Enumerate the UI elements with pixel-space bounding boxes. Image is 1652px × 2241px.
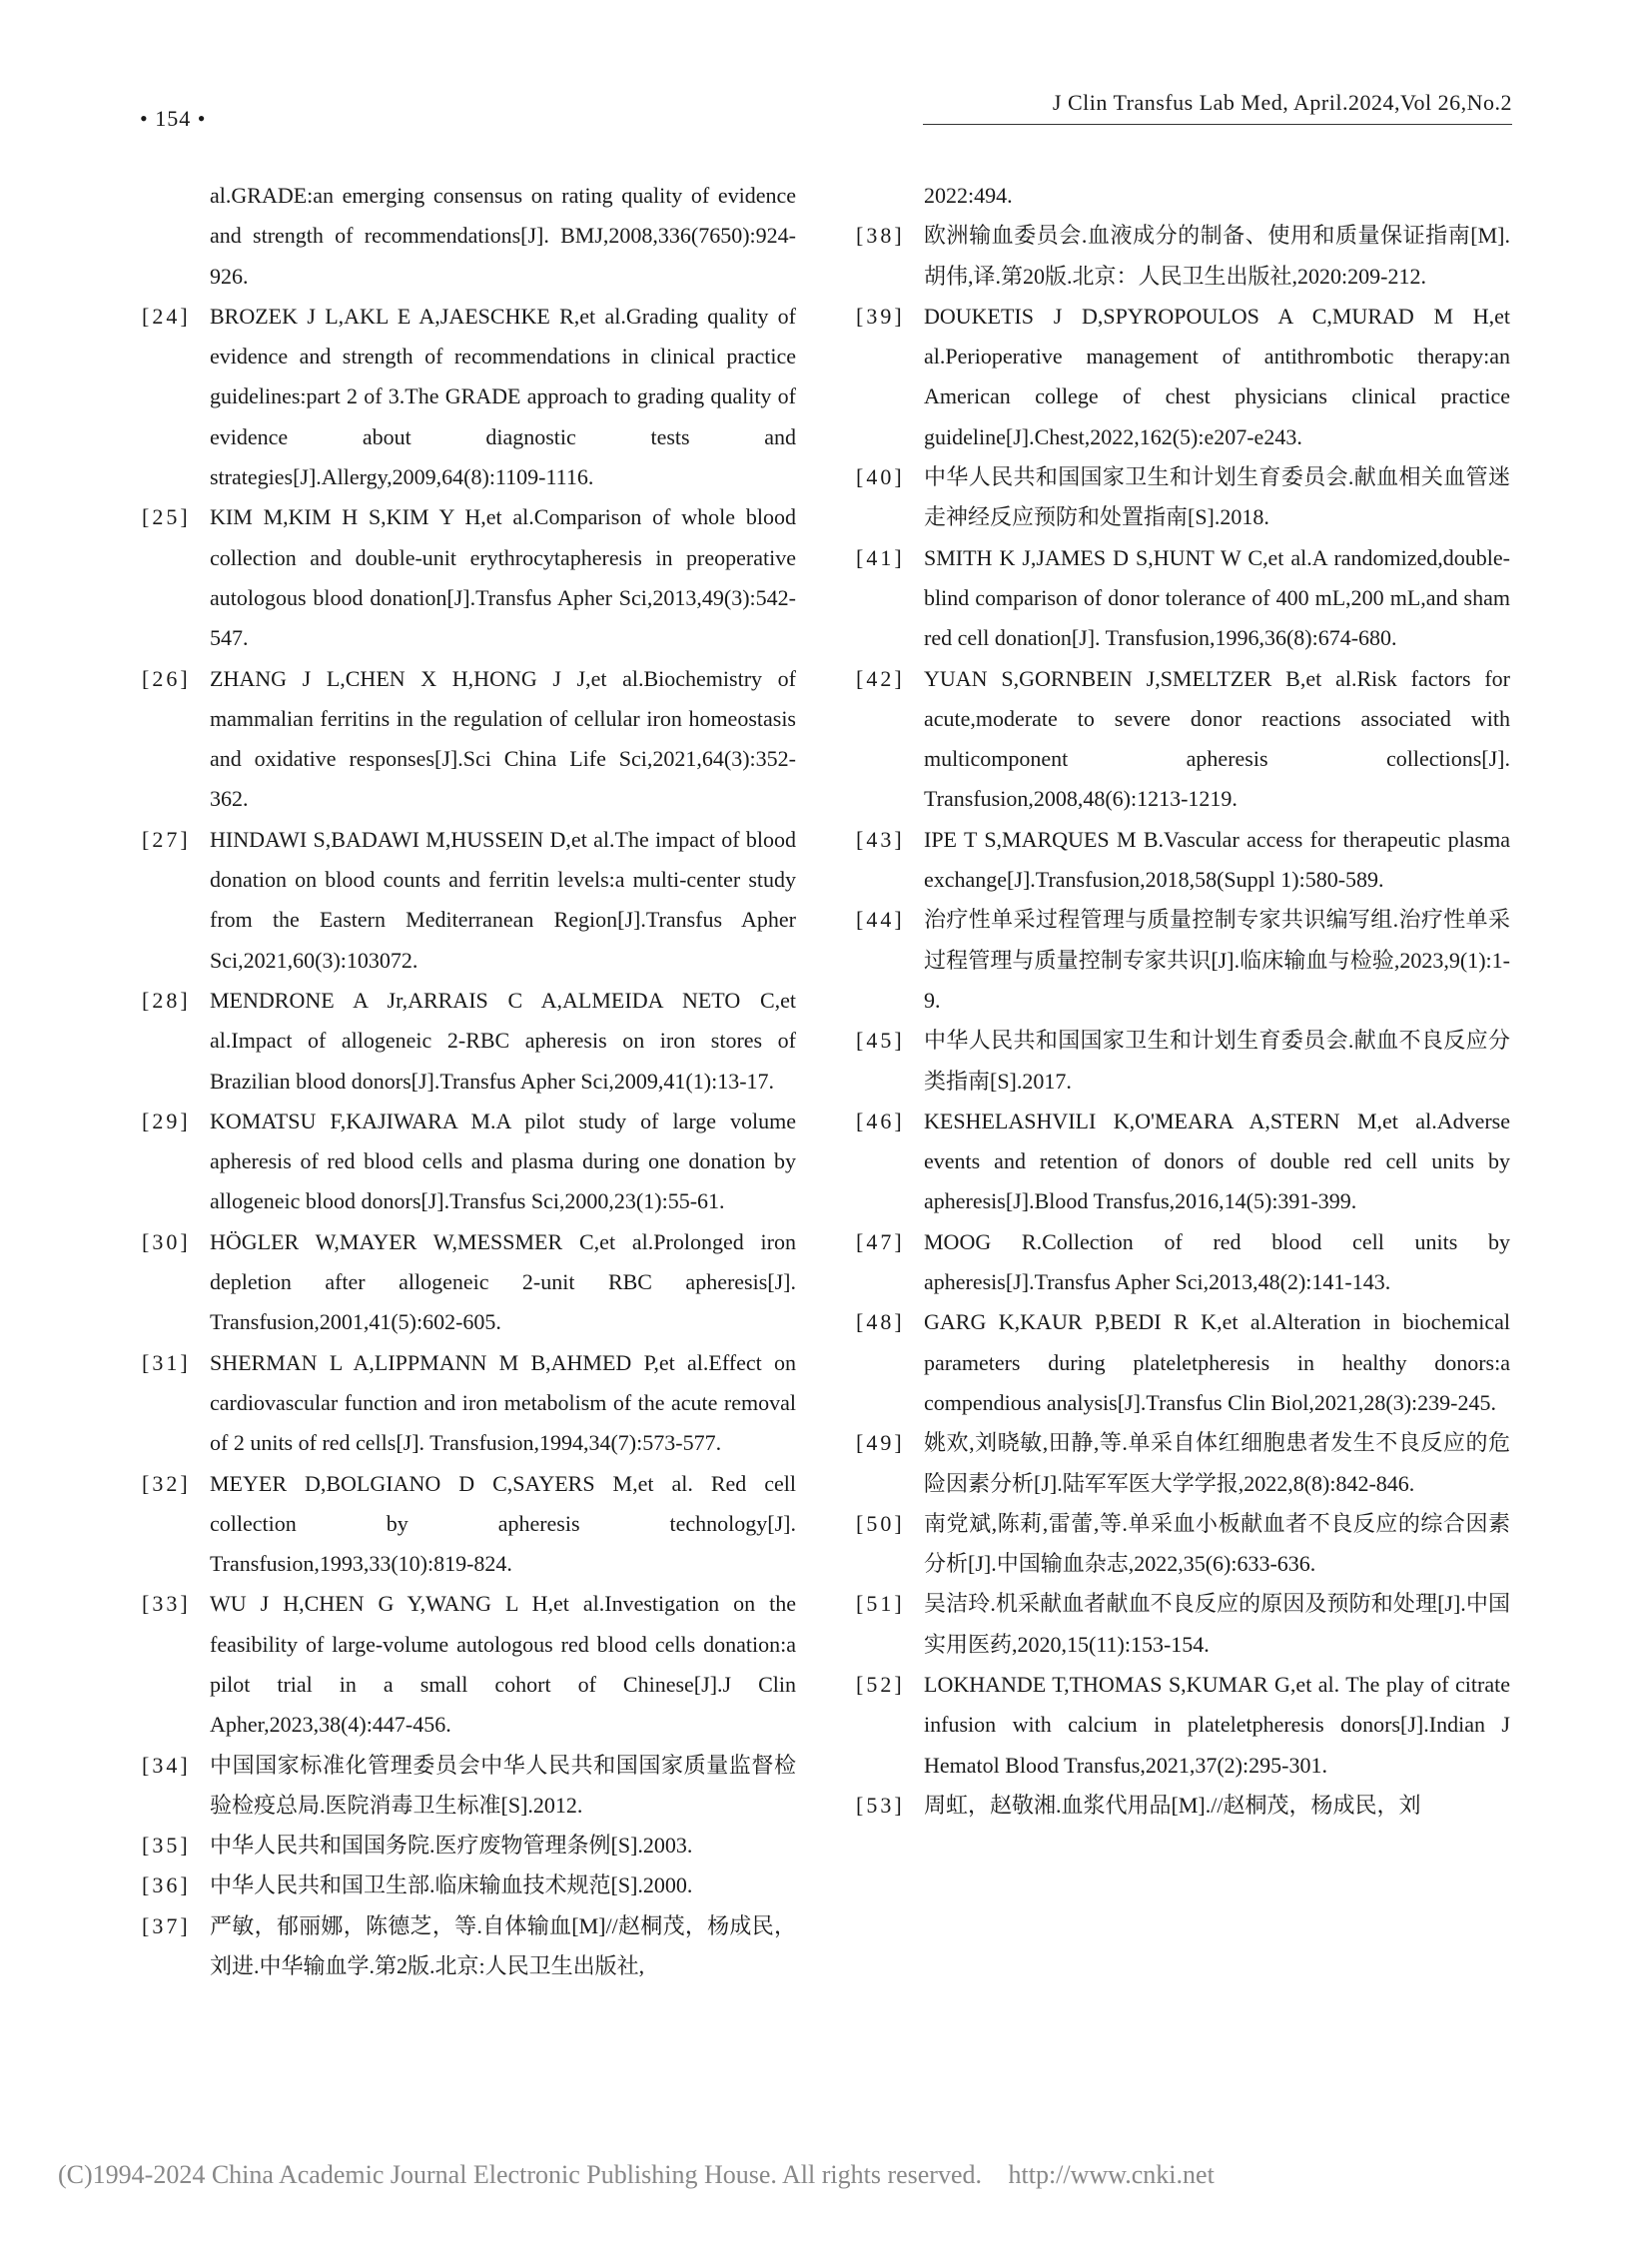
footer-url-link[interactable]: http://www.cnki.net <box>1008 2160 1215 2189</box>
reference-number: [28] <box>142 987 191 1013</box>
copyright-text: (C)1994-2024 China Academic Journal Electronic Publishing House. All rights reserved. <box>58 2160 982 2189</box>
reference-text: 欧洲输血委员会.血液成分的制备、使用和质量保证指南[M].胡伟,译.第20版.北京：人民卫生出版社,2020:209-212. <box>924 223 1510 289</box>
reference-text: 中华人民共和国国务院.医疗废物管理条例[S].2003. <box>210 1833 693 1859</box>
reference-column-right <box>856 176 1510 1826</box>
reference-text: 中华人民共和国卫生部.临床输血技术规范[S].2000. <box>210 1872 693 1898</box>
reference-entry <box>856 297 1510 457</box>
reference-text: 中华人民共和国国家卫生和计划生育委员会.献血相关血管迷走神经反应预防和处置指南[S].2018. <box>924 464 1510 530</box>
reference-entry <box>856 900 1510 1021</box>
reference-number: [49] <box>856 1430 905 1456</box>
reference-number: [47] <box>856 1228 905 1254</box>
reference-text: GARG K,KAUR P,BEDI R K,et al.Alteration in biochemical parameters during plateletpheresis in healthy donors:a compendious analysis[J].Transfus Clin Biol,2021,28(3):239-245. <box>924 1309 1510 1415</box>
reference-entry <box>142 659 796 820</box>
reference-entry <box>856 1665 1510 1786</box>
reference-entry <box>856 820 1510 901</box>
reference-text: YUAN S,GORNBEIN J,SMELTZER B,et al.Risk factors for acute,moderate to severe donor reactions associated with multicomponent apheresis collections[J]. Transfusion,2008,48(6):1213-1219. <box>924 665 1510 812</box>
reference-number: [39] <box>856 303 905 329</box>
reference-text: 严敏，郁丽娜，陈德芝，等.自体输血[M]//赵桐茂，杨成民，刘进.中华输血学.第2版.北京:人民卫生出版社, <box>210 1912 796 1979</box>
journal-running-header: J Clin Transfus Lab Med, April.2024,Vol 26,No.2 <box>923 90 1512 125</box>
reference-entry <box>142 1464 796 1585</box>
reference-text: BROZEK J L,AKL E A,JAESCHKE R,et al.Grading quality of evidence and strength of recommendations in clinical practice guidelines:part 2 of 3.The GRADE approach to grading quality of evidence about diagnostic tests and strategies[J].Allergy,2009,64(8):1109-1116. <box>210 303 796 490</box>
reference-column-left <box>142 176 796 1986</box>
reference-text: 中国国家标准化管理委员会中华人民共和国国家质量监督检验检疫总局.医院消毒卫生标准[S].2012. <box>210 1752 796 1818</box>
reference-text: 2022:494. <box>924 183 1013 208</box>
reference-entry <box>856 1021 1510 1102</box>
reference-text: IPE T S,MARQUES M B.Vascular access for therapeutic plasma exchange[J].Transfusion,2018,58(Suppl 1):580-589. <box>924 826 1510 893</box>
reference-text: HINDAWI S,BADAWI M,HUSSEIN D,et al.The impact of blood donation on blood counts and ferritin levels:a multi-center study from the Eastern Mediterranean Region[J].Transfus Apher Sci,2021,60(3):103072. <box>210 826 796 973</box>
reference-number: [29] <box>142 1108 191 1133</box>
reference-number: [51] <box>856 1591 905 1617</box>
reference-number: [48] <box>856 1309 905 1335</box>
reference-text: 南党斌,陈莉,雷蕾,等.单采血小板献血者不良反应的综合因素分析[J].中国输血杂志,2022,35(6):633-636. <box>924 1510 1510 1577</box>
reference-text: 中华人民共和国国家卫生和计划生育委员会.献血不良反应分类指南[S].2017. <box>924 1028 1510 1094</box>
reference-number: [41] <box>856 544 905 570</box>
reference-number: [50] <box>856 1510 905 1536</box>
reference-entry <box>142 1343 796 1464</box>
reference-number: [42] <box>856 665 905 691</box>
reference-entry <box>856 1423 1510 1504</box>
reference-text: SHERMAN L A,LIPPMANN M B,AHMED P,et al.Effect on cardiovascular function and iron metabolism of the acute removal of 2 units of red cells[J]. Transfusion,1994,34(7):573-577. <box>210 1349 796 1456</box>
reference-text: LOKHANDE T,THOMAS S,KUMAR G,et al. The play of citrate infusion with calcium in plateletpheresis donors[J].Indian J Hematol Blood Transfus,2021,37(2):295-301. <box>924 1671 1510 1778</box>
reference-entry <box>142 981 796 1102</box>
reference-text: 吴洁玲.机采献血者献血不良反应的原因及预防和处理[J].中国实用医药,2020,15(11):153-154. <box>924 1591 1510 1657</box>
reference-number: [38] <box>856 223 905 249</box>
copyright-footer <box>58 2160 1215 2190</box>
reference-entry <box>142 176 796 297</box>
reference-entry <box>142 1584 796 1745</box>
reference-entry <box>142 820 796 981</box>
reference-number: [30] <box>142 1228 191 1254</box>
reference-text: 周虹，赵敬湘.血浆代用品[M].//赵桐茂，杨成民，刘 <box>924 1792 1421 1818</box>
reference-entry <box>142 1826 796 1866</box>
reference-entry <box>856 659 1510 820</box>
reference-number: [53] <box>856 1792 905 1818</box>
reference-entry <box>856 1786 1510 1826</box>
reference-text: MOOG R.Collection of red blood cell units by apheresis[J].Transfus Apher Sci,2013,48(2):141-143. <box>924 1228 1510 1295</box>
reference-entry <box>142 1222 796 1343</box>
reference-number: [40] <box>856 464 905 490</box>
reference-text: MEYER D,BOLGIANO D C,SAYERS M,et al. Red cell collection by apheresis technology[J]. Transfusion,1993,33(10):819-824. <box>210 1470 796 1577</box>
reference-number: [33] <box>142 1591 191 1617</box>
reference-entry <box>856 457 1510 538</box>
reference-number: [52] <box>856 1671 905 1697</box>
reference-number: [31] <box>142 1349 191 1375</box>
reference-text: ZHANG J L,CHEN X H,HONG J J,et al.Biochemistry of mammalian ferritins in the regulation of cellular iron homeostasis and oxidative responses[J].Sci China Life Sci,2021,64(3):352-362. <box>210 665 796 812</box>
reference-entry <box>142 1746 796 1827</box>
reference-number: [45] <box>856 1028 905 1054</box>
reference-number: [43] <box>856 826 905 852</box>
reference-entry <box>142 1866 796 1905</box>
reference-text: KIM M,KIM H S,KIM Y H,et al.Comparison of whole blood collection and double-unit erythrocytapheresis in preoperative autologous blood donation[J].Transfus Apher Sci,2013,49(3):542-547. <box>210 504 796 651</box>
reference-text: KOMATSU F,KAJIWARA M.A pilot study of large volume apheresis of red blood cells and plasma during one donation by allogeneic blood donors[J].Transfus Sci,2000,23(1):55-61. <box>210 1108 796 1214</box>
reference-number: [44] <box>856 907 905 933</box>
reference-entry <box>142 1102 796 1222</box>
reference-number: [46] <box>856 1108 905 1133</box>
reference-entry <box>142 497 796 658</box>
reference-number: [36] <box>142 1872 191 1898</box>
reference-number: [26] <box>142 665 191 691</box>
reference-entry <box>856 1584 1510 1665</box>
reference-entry <box>142 297 796 497</box>
reference-entry <box>856 176 1510 216</box>
reference-number: [35] <box>142 1833 191 1859</box>
reference-entry <box>856 1302 1510 1423</box>
reference-entry <box>856 538 1510 659</box>
reference-text: 姚欢,刘晓敏,田静,等.单采自体红细胞患者发生不良反应的危险因素分析[J].陆军军医大学学报,2022,8(8):842-846. <box>924 1430 1510 1496</box>
reference-number: [24] <box>142 303 191 329</box>
reference-entry <box>856 1102 1510 1222</box>
reference-text: al.GRADE:an emerging consensus on rating quality of evidence and strength of recommendations[J]. BMJ,2008,336(7650):924-926. <box>210 183 796 289</box>
reference-text: 治疗性单采过程管理与质量控制专家共识编写组.治疗性单采过程管理与质量控制专家共识[J].临床输血与检验,2023,9(1):1-9. <box>924 907 1510 1013</box>
reference-entry <box>142 1906 796 1987</box>
reference-text: KESHELASHVILI K,O'MEARA A,STERN M,et al.Adverse events and retention of donors of double red cell units by apheresis[J].Blood Transfus,2016,14(5):391-399. <box>924 1108 1510 1214</box>
reference-number: [27] <box>142 826 191 852</box>
reference-number: [25] <box>142 504 191 530</box>
reference-text: SMITH K J,JAMES D S,HUNT W C,et al.A randomized,double-blind comparison of donor tolerance of 400 mL,200 mL,and sham red cell donation[J]. Transfusion,1996,36(8):674-680. <box>924 544 1510 651</box>
page-number: • 154 • <box>140 106 207 131</box>
reference-entry <box>856 1504 1510 1585</box>
reference-entry <box>856 216 1510 297</box>
reference-number: [34] <box>142 1752 191 1778</box>
reference-text: WU J H,CHEN G Y,WANG L H,et al.Investigation on the feasibility of large-volume autologous red blood cells donation:a pilot trial in a small cohort of Chinese[J].J Clin Apher,2023,38(4):447-456. <box>210 1591 796 1738</box>
reference-text: DOUKETIS J D,SPYROPOULOS A C,MURAD M H,et al.Perioperative management of antithrombotic therapy:an American college of chest physicians clinical practice guideline[J].Chest,2022,162(5):e207-e243. <box>924 303 1510 449</box>
reference-number: [32] <box>142 1470 191 1496</box>
reference-entry <box>856 1222 1510 1303</box>
reference-text: HÖGLER W,MAYER W,MESSMER C,et al.Prolonged iron depletion after allogeneic 2-unit RBC apheresis[J]. Transfusion,2001,41(5):602-605. <box>210 1228 796 1335</box>
reference-number: [37] <box>142 1912 191 1938</box>
reference-text: MENDRONE A Jr,ARRAIS C A,ALMEIDA NETO C,et al.Impact of allogeneic 2-RBC apheresis on iron stores of Brazilian blood donors[J].Transfus Apher Sci,2009,41(1):13-17. <box>210 987 796 1094</box>
